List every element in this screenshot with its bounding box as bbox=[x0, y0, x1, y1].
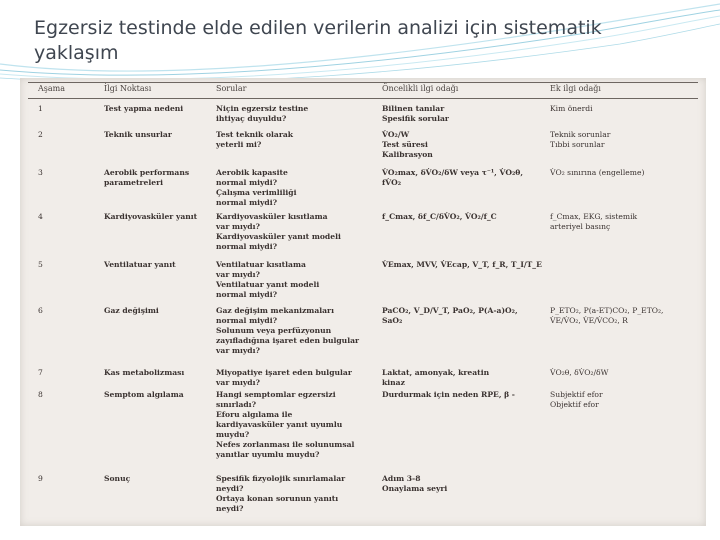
questions-line: normal miydi? bbox=[216, 178, 278, 187]
focus-point-line: Gaz değişimi bbox=[104, 306, 159, 315]
questions-line: kardiyavasküler yanıt uyumlu bbox=[216, 420, 343, 429]
primary-focus bbox=[382, 368, 548, 388]
additional-focus bbox=[550, 104, 700, 114]
stage-number bbox=[38, 390, 58, 400]
questions-line: Spesifik fizyolojik sınırlamalar bbox=[216, 474, 346, 483]
additional-focus-line: Objektif efor bbox=[550, 400, 599, 409]
focus-point-line: parametreleri bbox=[104, 178, 163, 187]
questions-line: Eforu algılama ile bbox=[216, 410, 293, 419]
questions-line: Çalışma verimliliği bbox=[216, 188, 297, 197]
table-header-rule bbox=[28, 98, 698, 99]
additional-focus bbox=[550, 168, 700, 178]
questions-line: Hangi semptomlar egzersizi bbox=[216, 390, 336, 399]
primary-focus-line: Onaylama seyri bbox=[382, 484, 448, 493]
primary-focus-line: Bilinen tanılar bbox=[382, 104, 445, 113]
questions-line: normal miydi? bbox=[216, 316, 278, 325]
primary-focus-line: Laktat, amonyak, kreatin bbox=[382, 368, 490, 377]
focus-point bbox=[104, 104, 212, 114]
stage-number-text: 9 bbox=[38, 474, 43, 483]
additional-focus-line: Kim önerdi bbox=[550, 104, 593, 113]
focus-point bbox=[104, 368, 212, 378]
primary-focus bbox=[382, 168, 548, 188]
questions-line: Gaz değişim mekanizmaları bbox=[216, 306, 334, 315]
focus-point-line: Semptom algılama bbox=[104, 390, 184, 399]
focus-point-line: Sonuç bbox=[104, 474, 131, 483]
questions-line: Nefes zorlanması ile solunumsal bbox=[216, 440, 355, 449]
header-primary-focus: Öncelikli ilgi odağı bbox=[382, 84, 459, 93]
stage-number bbox=[38, 368, 58, 378]
questions-line: ihtiyaç duyuldu? bbox=[216, 114, 287, 123]
primary-focus-line: Spesifik sorular bbox=[382, 114, 449, 123]
stage-number bbox=[38, 168, 58, 178]
stage-number-text: 3 bbox=[38, 168, 43, 177]
focus-point bbox=[104, 260, 212, 270]
header-stage: Aşama bbox=[38, 84, 66, 93]
questions-line: neydi? bbox=[216, 484, 244, 493]
focus-point-line: Ventilatuar yanıt bbox=[104, 260, 176, 269]
focus-point bbox=[104, 212, 212, 222]
focus-point-line: Test yapma nedeni bbox=[104, 104, 184, 113]
additional-focus-line: arteriyel basınç bbox=[550, 222, 611, 231]
additional-focus-line: f_Cmax, EKG, sistemik bbox=[550, 212, 638, 221]
questions bbox=[216, 390, 382, 460]
stage-number bbox=[38, 212, 58, 222]
primary-focus-line: Kalibrasyon bbox=[382, 150, 433, 159]
primary-focus-line: V̇O₂max, δV̇O₂/δW veya τ⁻¹, V̇O₂θ, bbox=[382, 168, 524, 177]
stage-number bbox=[38, 260, 58, 270]
focus-point-line: Kardiyovasküler yanıt bbox=[104, 212, 198, 221]
additional-focus-line: V̇O₂θ, δV̇O₂/δW bbox=[550, 368, 609, 377]
stage-number-text: 8 bbox=[38, 390, 43, 399]
additional-focus bbox=[550, 130, 700, 150]
stage-number-text: 7 bbox=[38, 368, 43, 377]
questions bbox=[216, 368, 382, 388]
header-additional-focus: Ek ilgi odağı bbox=[550, 84, 601, 93]
additional-focus bbox=[550, 306, 700, 326]
questions-line: normal miydi? bbox=[216, 242, 278, 251]
focus-point bbox=[104, 130, 212, 140]
primary-focus bbox=[382, 306, 548, 326]
questions-line: Ventilatuar yanıt modeli bbox=[216, 280, 320, 289]
scanned-table bbox=[20, 78, 706, 526]
questions-line: Ventilatuar kısıtlama bbox=[216, 260, 306, 269]
questions-line: var mıydı? bbox=[216, 378, 260, 387]
stage-number bbox=[38, 474, 58, 484]
questions-line: var mıydı? bbox=[216, 270, 260, 279]
questions-line: Test teknik olarak bbox=[216, 130, 294, 139]
stage-number-text: 4 bbox=[38, 212, 43, 221]
primary-focus-line: fV̇O₂ bbox=[382, 178, 402, 187]
questions-line: normal miydi? bbox=[216, 198, 278, 207]
questions bbox=[216, 260, 382, 300]
questions bbox=[216, 474, 382, 514]
primary-focus bbox=[382, 474, 548, 494]
primary-focus bbox=[382, 104, 548, 124]
primary-focus bbox=[382, 260, 548, 270]
additional-focus-line: Tıbbi sorunlar bbox=[550, 140, 605, 149]
stage-number-text: 2 bbox=[38, 130, 43, 139]
additional-focus-line: P_ETO₂, P(a-ET)CO₂, P_ETO₂, bbox=[550, 306, 664, 315]
questions bbox=[216, 306, 382, 356]
additional-focus-line: V̇E/V̇O₂, V̇E/V̇CO₂, R bbox=[550, 316, 628, 325]
additional-focus bbox=[550, 212, 700, 232]
primary-focus bbox=[382, 390, 548, 400]
primary-focus bbox=[382, 212, 548, 222]
stage-number-text: 5 bbox=[38, 260, 43, 269]
questions-line: Kardiyovasküler kısıtlama bbox=[216, 212, 328, 221]
questions-line: zayıfladığına işaret eden bulgular bbox=[216, 336, 359, 345]
stage-number bbox=[38, 306, 58, 316]
primary-focus-line: V̇Emax, MVV, V̇Ecap, V_T, f_R, T_I/T_E bbox=[382, 260, 542, 269]
stage-number bbox=[38, 104, 58, 114]
focus-point bbox=[104, 474, 212, 484]
questions bbox=[216, 130, 382, 150]
primary-focus-line: f_Cmax, δf_C/δV̇O₂, V̇O₂/f_C bbox=[382, 212, 497, 221]
questions-line: normal miydi? bbox=[216, 290, 278, 299]
primary-focus bbox=[382, 130, 548, 160]
questions-line: Aerobik kapasite bbox=[216, 168, 288, 177]
additional-focus bbox=[550, 368, 700, 378]
questions-line: yanıtlar uyumlu muydu? bbox=[216, 450, 320, 459]
additional-focus-line: V̇O₂ sınırına (engelleme) bbox=[550, 168, 645, 177]
primary-focus-line: Adım 3-8 bbox=[382, 474, 421, 483]
focus-point bbox=[104, 306, 212, 316]
stage-number bbox=[38, 130, 58, 140]
additional-focus bbox=[550, 390, 700, 410]
focus-point-line: Kas metabolizması bbox=[104, 368, 185, 377]
questions-line: Miyopatiye işaret eden bulgular bbox=[216, 368, 352, 377]
questions-line: Ortaya konan sorunun yanıtı bbox=[216, 494, 339, 503]
focus-point-line: Aerobik performans bbox=[104, 168, 190, 177]
questions-line: neydi? bbox=[216, 504, 244, 513]
table-top-rule bbox=[28, 82, 698, 83]
questions-line: Kardiyovasküler yanıt modeli bbox=[216, 232, 341, 241]
questions bbox=[216, 212, 382, 252]
stage-number-text: 6 bbox=[38, 306, 43, 315]
primary-focus-line: kinaz bbox=[382, 378, 405, 387]
focus-point bbox=[104, 390, 212, 400]
questions bbox=[216, 104, 382, 124]
focus-point bbox=[104, 168, 212, 188]
primary-focus-line: Durdurmak için neden RPE, β - bbox=[382, 390, 515, 399]
questions-line: muydu? bbox=[216, 430, 250, 439]
focus-point-line: Teknik unsurlar bbox=[104, 130, 172, 139]
additional-focus-line: Teknik sorunlar bbox=[550, 130, 611, 139]
header-focus: İlgi Noktası bbox=[104, 84, 152, 93]
primary-focus-line: Test süresi bbox=[382, 140, 428, 149]
questions-line: yeterli mi? bbox=[216, 140, 262, 149]
stage-number-text: 1 bbox=[38, 104, 43, 113]
additional-focus-line: Subjektif efor bbox=[550, 390, 603, 399]
primary-focus-line: PaCO₂, V_D/V_T, PaO₂, P(A-a)O₂, bbox=[382, 306, 518, 315]
primary-focus-line: V̇O₂/W bbox=[382, 130, 410, 139]
primary-focus-line: SaO₂ bbox=[382, 316, 403, 325]
questions-line: var mıydı? bbox=[216, 346, 260, 355]
questions-line: var mıydı? bbox=[216, 222, 260, 231]
questions-line: Solunum veya perfüzyonun bbox=[216, 326, 332, 335]
header-questions: Sorular bbox=[216, 84, 247, 93]
questions-line: sınırladı? bbox=[216, 400, 257, 409]
questions bbox=[216, 168, 382, 208]
questions-line: Niçin egzersiz testine bbox=[216, 104, 309, 113]
slide-title: Egzersiz testinde elde edilen verilerin analizi için sistematik yaklaşım bbox=[34, 17, 602, 64]
